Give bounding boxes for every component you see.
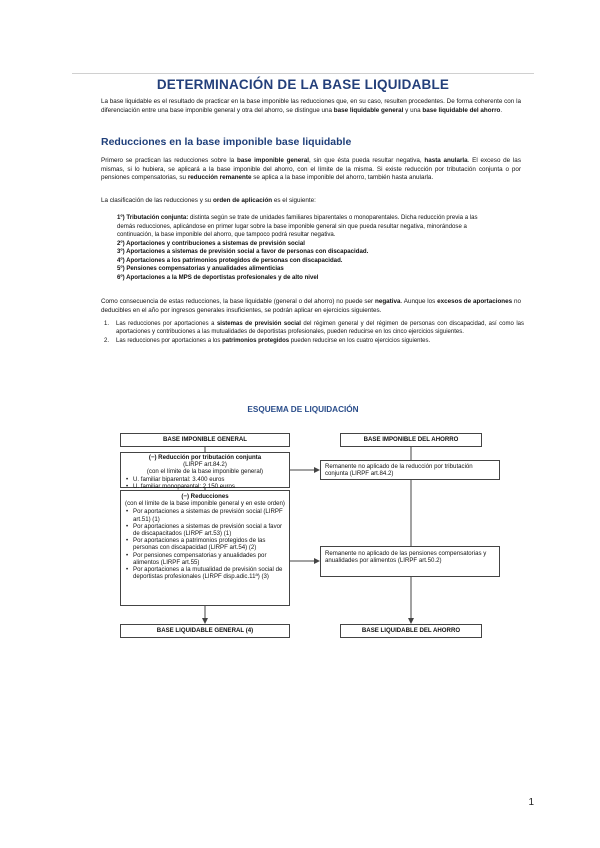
list-item-lead: 5º) Pensiones compensatorias y anualidades alimenticias xyxy=(117,265,284,272)
footnote-text: Las reducciones por aportaciones a xyxy=(116,321,217,327)
box-label: BASE LIQUIDABLE GENERAL (4) xyxy=(156,627,254,634)
box-base-liquidable-general xyxy=(120,624,290,638)
after-list-c: . Aunque los xyxy=(400,298,438,305)
section-p2-b: orden de aplicación xyxy=(213,197,273,204)
box-base-imponible-general xyxy=(120,433,290,447)
footnote-text: del régimen general y del régimen de personas con discapacidad, así como las aportaciones y contribuciones a las mutualidades de deportistas profesionales, pueden reducirse en los cinco ejercicios siguientes. xyxy=(116,321,525,336)
section-p1-b1: base imponible general xyxy=(237,157,309,164)
box-title: (−) Reducciones xyxy=(181,493,229,500)
section-p1-e: se aplica a la base imponible del ahorro, también hasta anularla. xyxy=(251,174,434,182)
list-item: • Por aportaciones a la mutualidad de previsión social de deportistas profesionales (LIRPF disp.adic.11ª) (3) xyxy=(125,566,285,580)
list-item-lead: 4º) Aportaciones a los patrimonios protegidos de personas con discapacidad. xyxy=(117,256,343,264)
list-item-lead: 3º) Aportaciones a sistemas de previsión social a favor de personas con discapacidad. xyxy=(117,248,369,255)
list-item-lead: 2º) Aportaciones y contribuciones a sistemas de previsión social xyxy=(117,239,305,247)
intro-bold-1: base liquidable general xyxy=(333,106,404,114)
box-text: Remanente no aplicado de la reducción por tributación conjunta (LIRPF art.84.2) xyxy=(325,463,473,478)
schema-title: ESQUEMA DE LIQUIDACIÓN xyxy=(247,405,359,414)
list-item-text: demás reducciones, aplicándose en primer lugar sobre la base imponible general sin que pueda resultar negativa, minorándose a xyxy=(117,222,467,230)
list-item: • Por aportaciones a patrimonios protegidos de las personas con discapacidad (LIRPF art.54) (2) xyxy=(125,537,285,551)
box-reduccion-conjunta xyxy=(120,452,290,488)
section-p2-a: La clasificación de las reducciones y su xyxy=(101,197,214,204)
intro-text-3: . xyxy=(500,106,503,114)
after-list-b1: negativa xyxy=(374,298,401,305)
section-p1-a: Primero se practican las reducciones sobre la xyxy=(101,157,238,164)
list-item: • U. familiar biparental: 3.400 euros xyxy=(125,476,285,483)
section-p2-c: es el siguiente: xyxy=(272,197,316,204)
footnote-number: 2. xyxy=(104,338,110,345)
after-list-a: Como consecuencia de estas reducciones, la base liquidable (general o del ahorro) no puede ser xyxy=(101,298,375,305)
list-item-text: distinta según se trate de unidades familiares biparentales o monoparentales. Dicha reducción previa a las xyxy=(188,214,478,221)
box-base-liquidable-ahorro xyxy=(340,624,482,638)
box-label: BASE LIQUIDABLE DEL AHORRO xyxy=(361,627,461,634)
footnote-number: 1. xyxy=(104,321,110,327)
box-ref: (LIRPF art.84.2) xyxy=(183,461,227,469)
box-title: (−) Reducción por tributación conjunta xyxy=(148,454,262,461)
page-title: DETERMINACIÓN DE LA BASE LIQUIDABLE xyxy=(156,77,450,92)
footnote-bold: patrimonios protegidos xyxy=(222,338,290,345)
section-heading: Reducciones en la base imponible base liquidable xyxy=(101,136,352,148)
footnote-text: pueden reducirse en los cuatro ejercicios siguientes. xyxy=(289,338,431,345)
box-reducciones xyxy=(120,490,290,606)
intro-text-2: y una xyxy=(403,106,423,114)
footnote-text: Las reducciones por aportaciones a los xyxy=(116,338,223,345)
section-p1-b3: reducción remanente xyxy=(187,174,252,182)
page-number: 1 xyxy=(528,797,534,808)
section-p1-b2: hasta anularla xyxy=(424,157,468,164)
list-item: • Por aportaciones a sistemas de previsión social a favor de discapacitados (LIRPF art.53) (1) xyxy=(125,523,285,537)
list-item: • U. familiar monoparental: 2.150 euros xyxy=(125,483,285,490)
list-item-text: continuación, la base imponible del ahorro, que tampoco podrá resultar negativa. xyxy=(117,231,336,238)
list-item-lead: 6º) Aportaciones a la MPS de deportistas profesionales y de alto nivel xyxy=(117,273,319,281)
box-label: BASE IMPONIBLE GENERAL xyxy=(163,436,247,443)
box-remanente-conjunta xyxy=(320,460,500,480)
footnote-bold: sistemas de previsión social xyxy=(216,321,301,327)
intro-text-1: La base liquidable es el resultado de practicar en la base imponible las reducciones que, en su caso, resulten procedentes. De forma coherente con la diferenciación entre una base imponible general y otra del ahorro, se distingue una xyxy=(101,98,521,114)
section-p1-d: . El exceso de las mismas, si lo hubiera, se aplicará a la base imponible del ahorro, con el límite de la misma. Si existe reducción por tributación conjunta o por pensiones compensatorias, su xyxy=(101,157,521,182)
list-item-lead: 1º) Tributación conjunta: xyxy=(117,214,189,221)
box-remanente-pensiones xyxy=(320,546,500,577)
intro-bold-2: base liquidable del ahorro xyxy=(422,106,501,114)
list-item: • Por pensiones compensatorias y anualidades por alimentos (LIRPF art.55) xyxy=(125,552,285,566)
section-p1-c: , sin que ésta pueda resultar negativa, xyxy=(308,157,425,164)
list-item: • Por aportaciones a sistemas de previsión social (LIRPF art.51) (1) xyxy=(125,508,285,522)
box-label: BASE IMPONIBLE DEL AHORRO xyxy=(363,436,459,443)
box-text: Remanente no aplicado de las pensiones compensatorias y anualidades por alimentos (LIRPF art.50.2) xyxy=(325,550,487,565)
box-limit: (con el límite de la base imponible general) xyxy=(146,468,264,476)
after-list-d: no deducibles en el año por ingresos generales insuficientes, se podrán aplicar en ejercicios siguientes. xyxy=(101,298,521,314)
after-list-b2: excesos de aportaciones xyxy=(437,298,513,305)
box-limit: (con el límite de la base imponible general y en este orden) xyxy=(125,500,285,508)
box-base-imponible-ahorro xyxy=(340,433,482,447)
